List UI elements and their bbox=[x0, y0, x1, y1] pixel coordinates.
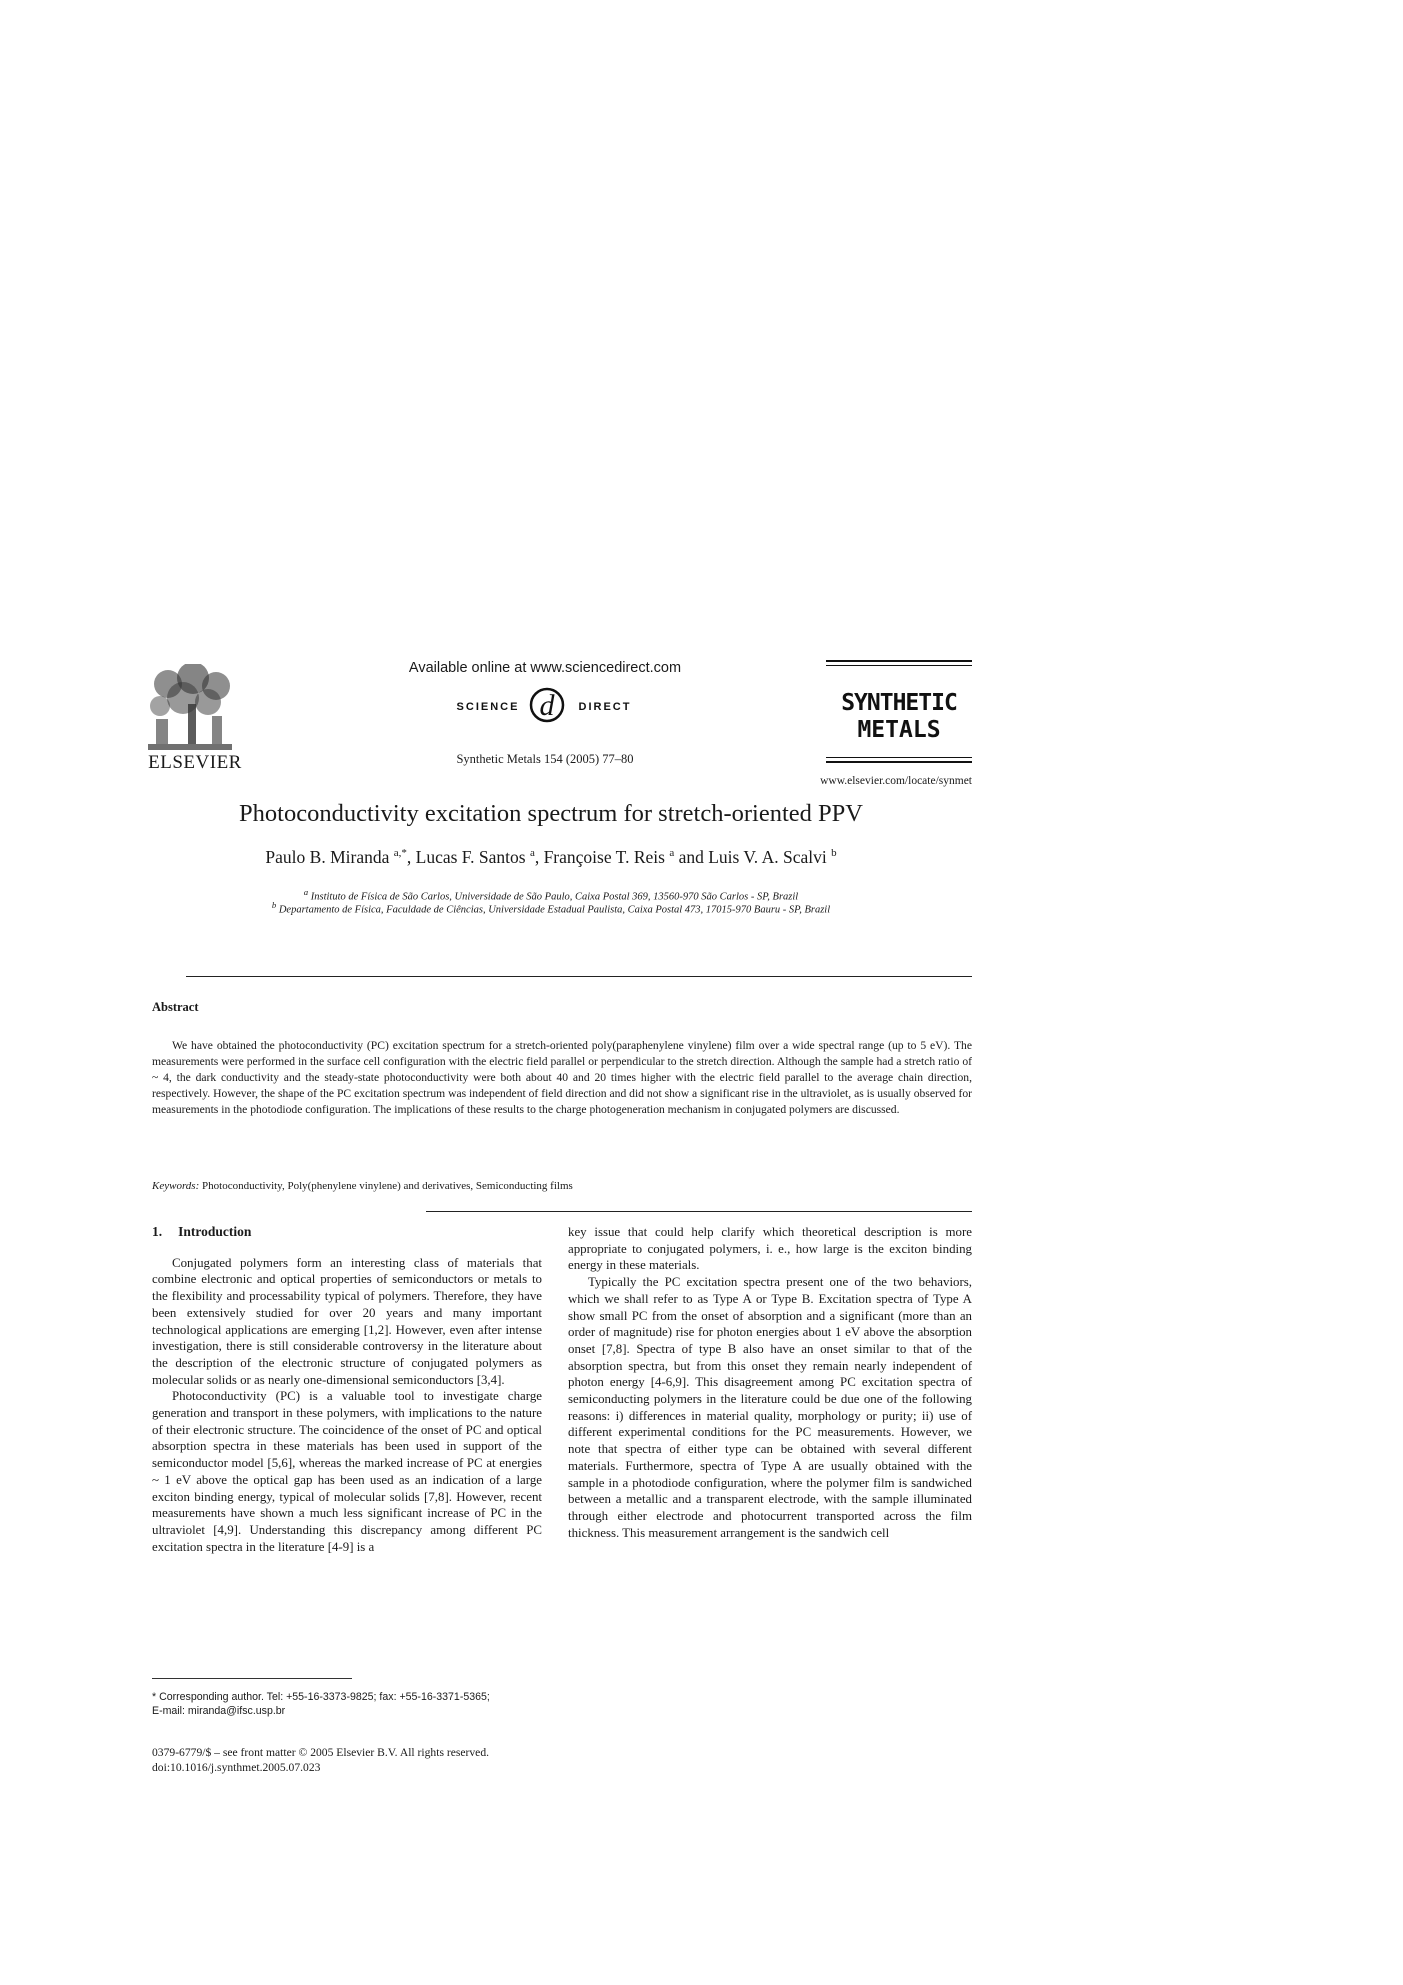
body-column-right bbox=[568, 1224, 972, 1541]
section-divider bbox=[426, 1211, 972, 1212]
svg-text:DIRECT: DIRECT bbox=[578, 701, 632, 713]
journal-logo-rule bbox=[826, 761, 972, 763]
article-title: Photoconductivity excitation spectrum for stretch-oriented PPV bbox=[239, 800, 863, 827]
author-name: Luis V. A. Scalvi bbox=[708, 847, 827, 867]
author-separator: , bbox=[406, 847, 416, 867]
author-affiliation-sup: a bbox=[669, 847, 675, 860]
affiliation-text: Departamento de Física, Faculdade de Ciências, Universidade Estadual Paulista, Caixa Postal 473, 17015-970 Bauru - SP, Brazil bbox=[278, 904, 831, 916]
corresponding-author-footnote bbox=[152, 1690, 544, 1718]
author-name: Paulo B. Miranda bbox=[265, 847, 390, 867]
journal-logo-rule bbox=[826, 757, 972, 758]
available-online-text: Available online at www.sciencedirect.com bbox=[408, 660, 682, 676]
body-paragraph: Conjugated polymers form an interesting class of materials that combine electronic and optical properties of semiconductors or metals to the flexibility and processability typical of polymers. Therefore, they have been extensively studied for over 20 years and many important technological applications are emerging [1,2]. However, even after intense investigation, there is still considerable controversy in the literature about the description of the electronic structure of conjugated polymers as molecular solids or as nearly one-dimensional semiconductors [3,4]. bbox=[152, 1255, 542, 1387]
elsevier-tree-logo-icon bbox=[138, 664, 242, 754]
keywords-text: Photoconductivity, Poly(phenylene vinylene) and derivatives, Semiconducting films bbox=[202, 1180, 573, 1192]
body-paragraph: Photoconductivity (PC) is a valuable tool to investigate charge generation and transport in these polymers, with implications to the nature of their electronic structure. The coincidence of the onset of PC and optical absorption spectra in these materials has been used in support of the semiconductor model [5,6], whereas the marked increase of PC at energies ~ 1 eV above the optical gap has been used as an indication of a large exciton binding energy, typical of molecular solids [7,8]. However, recent measurements have shown a much less significant increase of PC in the ultraviolet [4,9]. Understanding this discrepancy among different PC excitation spectra in the literature [4-9] is a bbox=[152, 1389, 542, 1554]
journal-logo-rule bbox=[826, 665, 972, 666]
author-separator: and bbox=[674, 847, 709, 867]
author-affiliation-sup: a bbox=[393, 847, 399, 860]
body-paragraph: Typically the PC excitation spectra present one of the two behaviors, which we shall refer to as Type A or Type B. Excitation spectra of Type A show small PC from the onset of absorption and a significant (more than an order of magnitude) rise for photon energies about 1 eV above the absorption onset [7,8]. Spectra of type B also have an onset similar to that of the absorption spectra, but from this onset they remain nearly independent of photon energy [4-6,9]. This disagreement among PC excitation spectra of semiconducting polymers in the literature could be due one of the following reasons: i) differences in material quality, morphology or purity; ii) use of different experimental conditions for the PC measurements. However, we note that spectra of either type can be obtained with several different materials. Furthermore, spectra of Type A are usually obtained with the sample in a photodiode configuration, where the polymer film is sandwiched between a metallic and a transparent electrode, with the sample illuminated through either electrode and photocurrent transported across the film thickness. This measurement arrangement is the sandwich cell bbox=[568, 1275, 972, 1540]
section-divider bbox=[186, 976, 972, 977]
author-name: Françoise T. Reis bbox=[543, 847, 665, 867]
svg-text:SYNTHETIC: SYNTHETIC bbox=[841, 690, 957, 716]
author-affiliation-sup: a bbox=[529, 847, 535, 860]
corresponding-author-mark: ,* bbox=[398, 847, 407, 860]
section-heading bbox=[152, 1224, 542, 1241]
abstract-body: We have obtained the photoconductivity (PC) excitation spectrum for a stretch-oriented poly(paraphenylene vinylene) film over a wide spectral range (up to 5 eV). The measurements were performed in the surface cell configuration with the electric field parallel or perpendicular to the stretch direction. Although the sample had a stretch ratio of ~ 4, the dark conductivity and the steady-state photoconductivity were both about 40 and 20 times higher with the electric field parallel to the average chain direction, respectively. However, the shape of the PC excitation spectrum was independent of field direction and did not show a significant rise in the ultraviolet, as is usually observed for measurements in the photodiode configuration. The implications of these results to the charge photogeneration mechanism in conjugated polymers are discussed. bbox=[152, 1039, 972, 1117]
abstract-heading: Abstract bbox=[152, 1000, 199, 1014]
keywords-line bbox=[152, 1180, 972, 1192]
author-name: Lucas F. Santos bbox=[415, 847, 526, 867]
svg-text:SCIENCE: SCIENCE bbox=[456, 701, 520, 713]
journal-logo-rule bbox=[826, 660, 972, 662]
footnote-rule bbox=[152, 1678, 352, 1679]
svg-text:METALS: METALS bbox=[857, 717, 941, 743]
journal-url[interactable]: www.elsevier.com/locate/synmet bbox=[820, 775, 972, 787]
body-column-left bbox=[152, 1224, 542, 1555]
section-number: 1. bbox=[152, 1224, 163, 1239]
author-separator: , bbox=[534, 847, 544, 867]
copyright-line: 0379-6779/$ – see front matter © 2005 Elsevier B.V. All rights reserved. bbox=[152, 1746, 490, 1759]
author-affiliation-sup: b bbox=[831, 847, 837, 860]
journal-reference: Synthetic Metals 154 (2005) 77–80 bbox=[456, 752, 634, 766]
affiliation-marker: a bbox=[303, 887, 309, 897]
affiliation-b bbox=[130, 900, 972, 916]
affiliation-text: Instituto de Física de São Carlos, Universidade de São Paulo, Caixa Postal 369, 13560-970 São Carlos - SP, Brazil bbox=[310, 891, 799, 903]
doi-line: doi:10.1016/j.synthmet.2005.07.023 bbox=[152, 1761, 321, 1774]
affiliation-marker: b bbox=[271, 900, 277, 910]
synthetic-metals-logo-icon bbox=[826, 684, 972, 744]
sciencedirect-logo-icon bbox=[440, 683, 655, 725]
footnote-email[interactable]: E-mail: miranda@ifsc.usp.br bbox=[152, 1705, 286, 1717]
publisher-name: ELSEVIER bbox=[148, 752, 242, 773]
section-title: Introduction bbox=[178, 1224, 252, 1239]
keywords-label: Keywords: bbox=[152, 1180, 200, 1192]
svg-text:d: d bbox=[539, 689, 555, 722]
body-paragraph: key issue that could help clarify which theoretical description is more appropriate to conjugated polymers, i. e., how large is the exciton binding energy in these materials. bbox=[568, 1225, 972, 1273]
copyright-block bbox=[152, 1745, 572, 1775]
footnote-contact: * Corresponding author. Tel: +55-16-3373-9825; fax: +55-16-3371-5365; bbox=[152, 1691, 490, 1703]
author-list bbox=[130, 847, 972, 868]
